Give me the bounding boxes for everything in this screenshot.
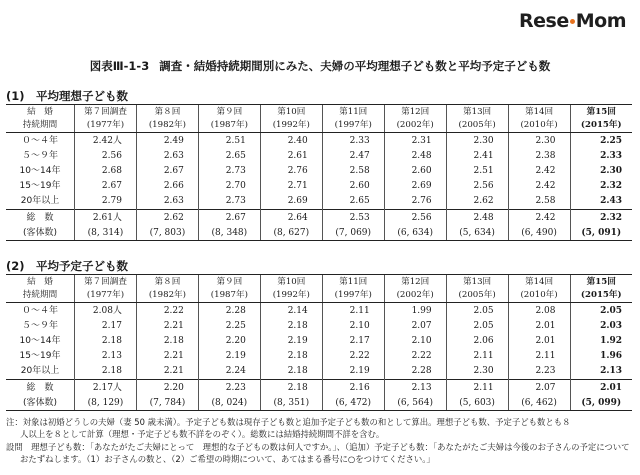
count-row (6, 395, 632, 411)
table-cell: 2.62 (446, 194, 508, 210)
table-cell: 1.99 (384, 303, 446, 319)
column-header-year: (1987年) (198, 119, 260, 133)
table-cell: 2.24 (198, 364, 260, 380)
row-label: 15～19年 (19, 351, 61, 362)
table-row (6, 364, 632, 380)
column-header-year: (2002年) (384, 289, 446, 303)
table-cell: 2.05 (446, 318, 508, 333)
table-row (6, 318, 632, 333)
table-cell: 2.30 (446, 364, 508, 380)
table-cell: 2.67 (75, 179, 137, 194)
table-cell: 2.63 (136, 148, 198, 163)
table-cell: 2.33 (322, 133, 384, 149)
column-header-round: 第10回 (260, 275, 322, 289)
table-cell: 2.19 (260, 333, 322, 348)
table-cell: 2.61人 (75, 209, 137, 225)
table-cell: 2.60 (322, 179, 384, 194)
table-cell: 2.32 (570, 209, 632, 225)
section-title-ideal: (1) 平均理想子ども数 (6, 89, 129, 103)
logo-text-rese: Rese (519, 10, 569, 32)
table-row (6, 163, 632, 178)
column-header-year: (1992年) (260, 289, 322, 303)
table-cell: 2.61 (260, 148, 322, 163)
column-header-round: 第７回調査 (75, 275, 137, 289)
table-cell: 2.58 (322, 163, 384, 178)
note-line: 設問 理想子ども数：「あなたがたご夫婦にとって 理想的な子どもの数は何人ですか。」、（追加）予定子ども数：「あなたがたご夫婦は今後のお子さんの予定について (6, 441, 630, 452)
column-header-year: (2005年) (446, 119, 508, 133)
table-cell: (6, 462) (508, 395, 570, 411)
column-header-round: 第15回 (570, 275, 632, 289)
row-label: 20年以上 (20, 196, 60, 207)
column-header-year: (2002年) (384, 119, 446, 133)
table-cell: 1.96 (570, 349, 632, 364)
table-cell: 2.25 (198, 318, 260, 333)
table-cell: 2.25 (570, 133, 632, 149)
column-header-round: 第15回 (570, 105, 632, 119)
table-cell: 2.03 (570, 318, 632, 333)
table-cell: 2.08 (508, 303, 570, 319)
table-cell: 2.53 (322, 209, 384, 225)
note-line: 人以上を８として計算（理想・予定子ども数不詳をのぞく）。総数には結婚持続期間不詳を含む。 (20, 429, 385, 440)
row-label: 総 数 (6, 379, 75, 395)
table-cell: 2.13 (75, 349, 137, 364)
column-header-round: 第13回 (446, 105, 508, 119)
table-cell: 2.11 (446, 379, 508, 395)
table-cell: 2.41 (446, 148, 508, 163)
column-header-year: (1992年) (260, 119, 322, 133)
table-cell: 2.43 (570, 194, 632, 210)
table-cell: (7, 069) (322, 225, 384, 241)
note-line: 注：対象は初婚どうしの夫婦（妻 50 歳未満）。予定子ども数は現存子ども数と追加予定子ども数の和として算出。理想子ども数、予定子ども数とも８ (6, 417, 571, 427)
table-cell: 2.21 (136, 349, 198, 364)
column-header-round: 第８回 (136, 105, 198, 119)
table-cell: 2.22 (322, 349, 384, 364)
column-header-year: (2005年) (446, 289, 508, 303)
table-cell: 2.38 (508, 148, 570, 163)
table-cell: (8, 129) (75, 395, 137, 411)
column-header-year: (1997年) (322, 119, 384, 133)
logo-dot-icon (570, 19, 575, 24)
header-row (6, 105, 632, 119)
table-cell: 2.56 (384, 209, 446, 225)
table-cell: 2.62 (136, 209, 198, 225)
table-cell: 2.67 (136, 163, 198, 178)
table-row (6, 333, 632, 348)
table-cell: 2.17人 (75, 379, 137, 395)
table-cell: 2.17 (75, 318, 137, 333)
table-row (6, 148, 632, 163)
table-cell: 2.07 (384, 318, 446, 333)
table-cell: 2.69 (260, 194, 322, 210)
table-cell: 2.42 (508, 179, 570, 194)
table-cell: 2.19 (322, 364, 384, 380)
table-cell: 2.65 (198, 148, 260, 163)
column-header-year: (2015年) (570, 119, 632, 133)
table-cell: 2.11 (508, 349, 570, 364)
header-row (6, 119, 632, 133)
figure-number: 図表Ⅲ-1-3 (89, 59, 150, 73)
table-cell: (6, 564) (384, 395, 446, 411)
table-cell: 2.14 (260, 303, 322, 319)
header-row (6, 275, 632, 289)
header-label-line1: 結 婚 (6, 275, 75, 289)
table-row (6, 194, 632, 210)
table-cell: 2.56 (75, 148, 137, 163)
table-cell: 2.10 (322, 318, 384, 333)
table-cell: (8, 351) (260, 395, 322, 411)
table-cell: 2.73 (198, 194, 260, 210)
table-cell: 2.48 (446, 209, 508, 225)
table-row (6, 349, 632, 364)
table-cell: 2.01 (508, 318, 570, 333)
note-line: おたずねします。（1）お子さんの数と、（2）ご希望の時期について、あてはまる番号に○をつけてください。」 (20, 453, 435, 464)
table-cell: (7, 784) (136, 395, 198, 411)
table-cell: 2.48 (384, 148, 446, 163)
table-cell: 2.76 (260, 163, 322, 178)
column-header-round: 第10回 (260, 105, 322, 119)
table-cell: 2.42 (508, 163, 570, 178)
row-label: 20年以上 (20, 366, 60, 377)
table-cell: 2.18 (75, 333, 137, 348)
table-cell: (8, 348) (198, 225, 260, 241)
column-header-round: 第12回 (384, 105, 446, 119)
table-cell: 2.49 (136, 133, 198, 149)
table-cell: 2.71 (260, 179, 322, 194)
column-header-year: (1997年) (322, 289, 384, 303)
row-label: ５～９年 (21, 150, 58, 161)
count-row (6, 225, 632, 241)
table-cell: (8, 314) (75, 225, 137, 241)
table-cell: 2.33 (570, 148, 632, 163)
table-cell: 2.22 (136, 303, 198, 319)
header-label-line2: 持続期間 (6, 289, 75, 303)
row-label: (客体数) (6, 225, 75, 241)
column-header-round: 第11回 (322, 275, 384, 289)
column-header-year: (1987年) (198, 289, 260, 303)
resemom-logo (519, 10, 626, 32)
table-cell: 2.08人 (75, 303, 137, 319)
logo-text-mom: Mom (575, 10, 626, 32)
table-cell: 2.31 (384, 133, 446, 149)
table-cell: 2.64 (260, 209, 322, 225)
table-cell: (8, 627) (260, 225, 322, 241)
table-cell: 2.68 (75, 163, 137, 178)
table-cell: 2.69 (384, 179, 446, 194)
table-cell: 2.22 (384, 349, 446, 364)
table-cell: 2.70 (198, 179, 260, 194)
table-cell: (6, 472) (322, 395, 384, 411)
figure-title (0, 58, 640, 74)
table-cell: 2.20 (136, 379, 198, 395)
table-cell: (5, 634) (446, 225, 508, 241)
column-header-round: 第９回 (198, 275, 260, 289)
table-cell: 2.17 (322, 333, 384, 348)
table-cell: 2.42人 (75, 133, 137, 149)
table-cell: 2.11 (322, 303, 384, 319)
table-cell: 2.10 (384, 333, 446, 348)
table-cell: 2.16 (322, 379, 384, 395)
table-cell: 2.60 (384, 163, 446, 178)
table-cell: 2.21 (136, 364, 198, 380)
notes (6, 416, 636, 465)
column-header-year: (1982年) (136, 119, 198, 133)
table-cell: 2.58 (508, 194, 570, 210)
table-cell: 2.32 (570, 179, 632, 194)
column-header-round: 第９回 (198, 105, 260, 119)
table-cell: 2.18 (75, 364, 137, 380)
table-cell: 2.30 (508, 133, 570, 149)
table-cell: 2.63 (136, 194, 198, 210)
column-header-year: (2010年) (508, 289, 570, 303)
table-cell: 2.40 (260, 133, 322, 149)
row-label: ５～９年 (21, 320, 58, 331)
table-cell: 2.65 (322, 194, 384, 210)
table-cell: 2.79 (75, 194, 137, 210)
table-cell: (6, 490) (508, 225, 570, 241)
table-cell: 2.51 (446, 163, 508, 178)
column-header-year: (2015年) (570, 289, 632, 303)
header-label-line2: 持続期間 (6, 119, 75, 133)
table-cell: 2.06 (446, 333, 508, 348)
table-cell: 2.13 (384, 379, 446, 395)
column-header-round: 第14回 (508, 275, 570, 289)
table-cell: 2.28 (198, 303, 260, 319)
table-cell: (5, 091) (570, 225, 632, 241)
table-row (6, 179, 632, 194)
table-cell: 2.20 (198, 333, 260, 348)
table-row (6, 303, 632, 319)
row-label: ０～４年 (21, 135, 58, 146)
table-cell: 2.23 (198, 379, 260, 395)
section-title-planned: (2) 平均予定子ども数 (6, 259, 129, 273)
table-cell: 2.18 (260, 379, 322, 395)
table-cell: 2.18 (260, 364, 322, 380)
table-cell: 2.01 (508, 333, 570, 348)
total-row (6, 209, 632, 225)
column-header-round: 第８回 (136, 275, 198, 289)
table-cell: 2.47 (322, 148, 384, 163)
row-label: 10～14年 (19, 335, 61, 346)
column-header-round: 第14回 (508, 105, 570, 119)
table-cell: 2.01 (570, 379, 632, 395)
row-label: ０～４年 (21, 305, 58, 316)
table-cell: 2.51 (198, 133, 260, 149)
table-cell: 2.13 (570, 364, 632, 380)
column-header-round: 第11回 (322, 105, 384, 119)
table-cell: 2.23 (508, 364, 570, 380)
table-cell: (6, 634) (384, 225, 446, 241)
table-cell: 2.76 (384, 194, 446, 210)
column-header-year: (2010年) (508, 119, 570, 133)
table-cell: 2.05 (446, 303, 508, 319)
table-cell: 2.67 (198, 209, 260, 225)
table-row (6, 133, 632, 149)
row-label: (客体数) (6, 395, 75, 411)
column-header-year: (1982年) (136, 289, 198, 303)
table-cell: 2.19 (198, 349, 260, 364)
table-cell: 2.30 (570, 163, 632, 178)
column-header-year: (1977年) (75, 289, 137, 303)
table-cell: 2.66 (136, 179, 198, 194)
table-cell: 2.18 (260, 318, 322, 333)
table-cell: 2.28 (384, 364, 446, 380)
table-cell: (5, 603) (446, 395, 508, 411)
table-cell: 2.07 (508, 379, 570, 395)
table-planned-children (6, 274, 632, 411)
table-cell: 2.21 (136, 318, 198, 333)
row-label: 総 数 (6, 209, 75, 225)
table-cell: 2.30 (446, 133, 508, 149)
table-cell: (5, 099) (570, 395, 632, 411)
figure-title-text: 調査・結婚持続期間別にみた、夫婦の平均理想子ども数と平均予定子ども数 (159, 59, 551, 73)
table-cell: 1.92 (570, 333, 632, 348)
table-ideal-children (6, 104, 632, 241)
total-row (6, 379, 632, 395)
column-header-round: 第７回調査 (75, 105, 137, 119)
header-label-line1: 結 婚 (6, 105, 75, 119)
table-cell: 2.18 (136, 333, 198, 348)
header-row (6, 289, 632, 303)
table-cell: 2.05 (570, 303, 632, 319)
table-cell: 2.56 (446, 179, 508, 194)
column-header-round: 第13回 (446, 275, 508, 289)
table-cell: 2.42 (508, 209, 570, 225)
column-header-round: 第12回 (384, 275, 446, 289)
table-cell: 2.11 (446, 349, 508, 364)
table-cell: (7, 803) (136, 225, 198, 241)
row-label: 10～14年 (19, 165, 61, 176)
column-header-year: (1977年) (75, 119, 137, 133)
table-cell: (8, 024) (198, 395, 260, 411)
table-cell: 2.18 (260, 349, 322, 364)
row-label: 15～19年 (19, 181, 61, 192)
table-cell: 2.73 (198, 163, 260, 178)
